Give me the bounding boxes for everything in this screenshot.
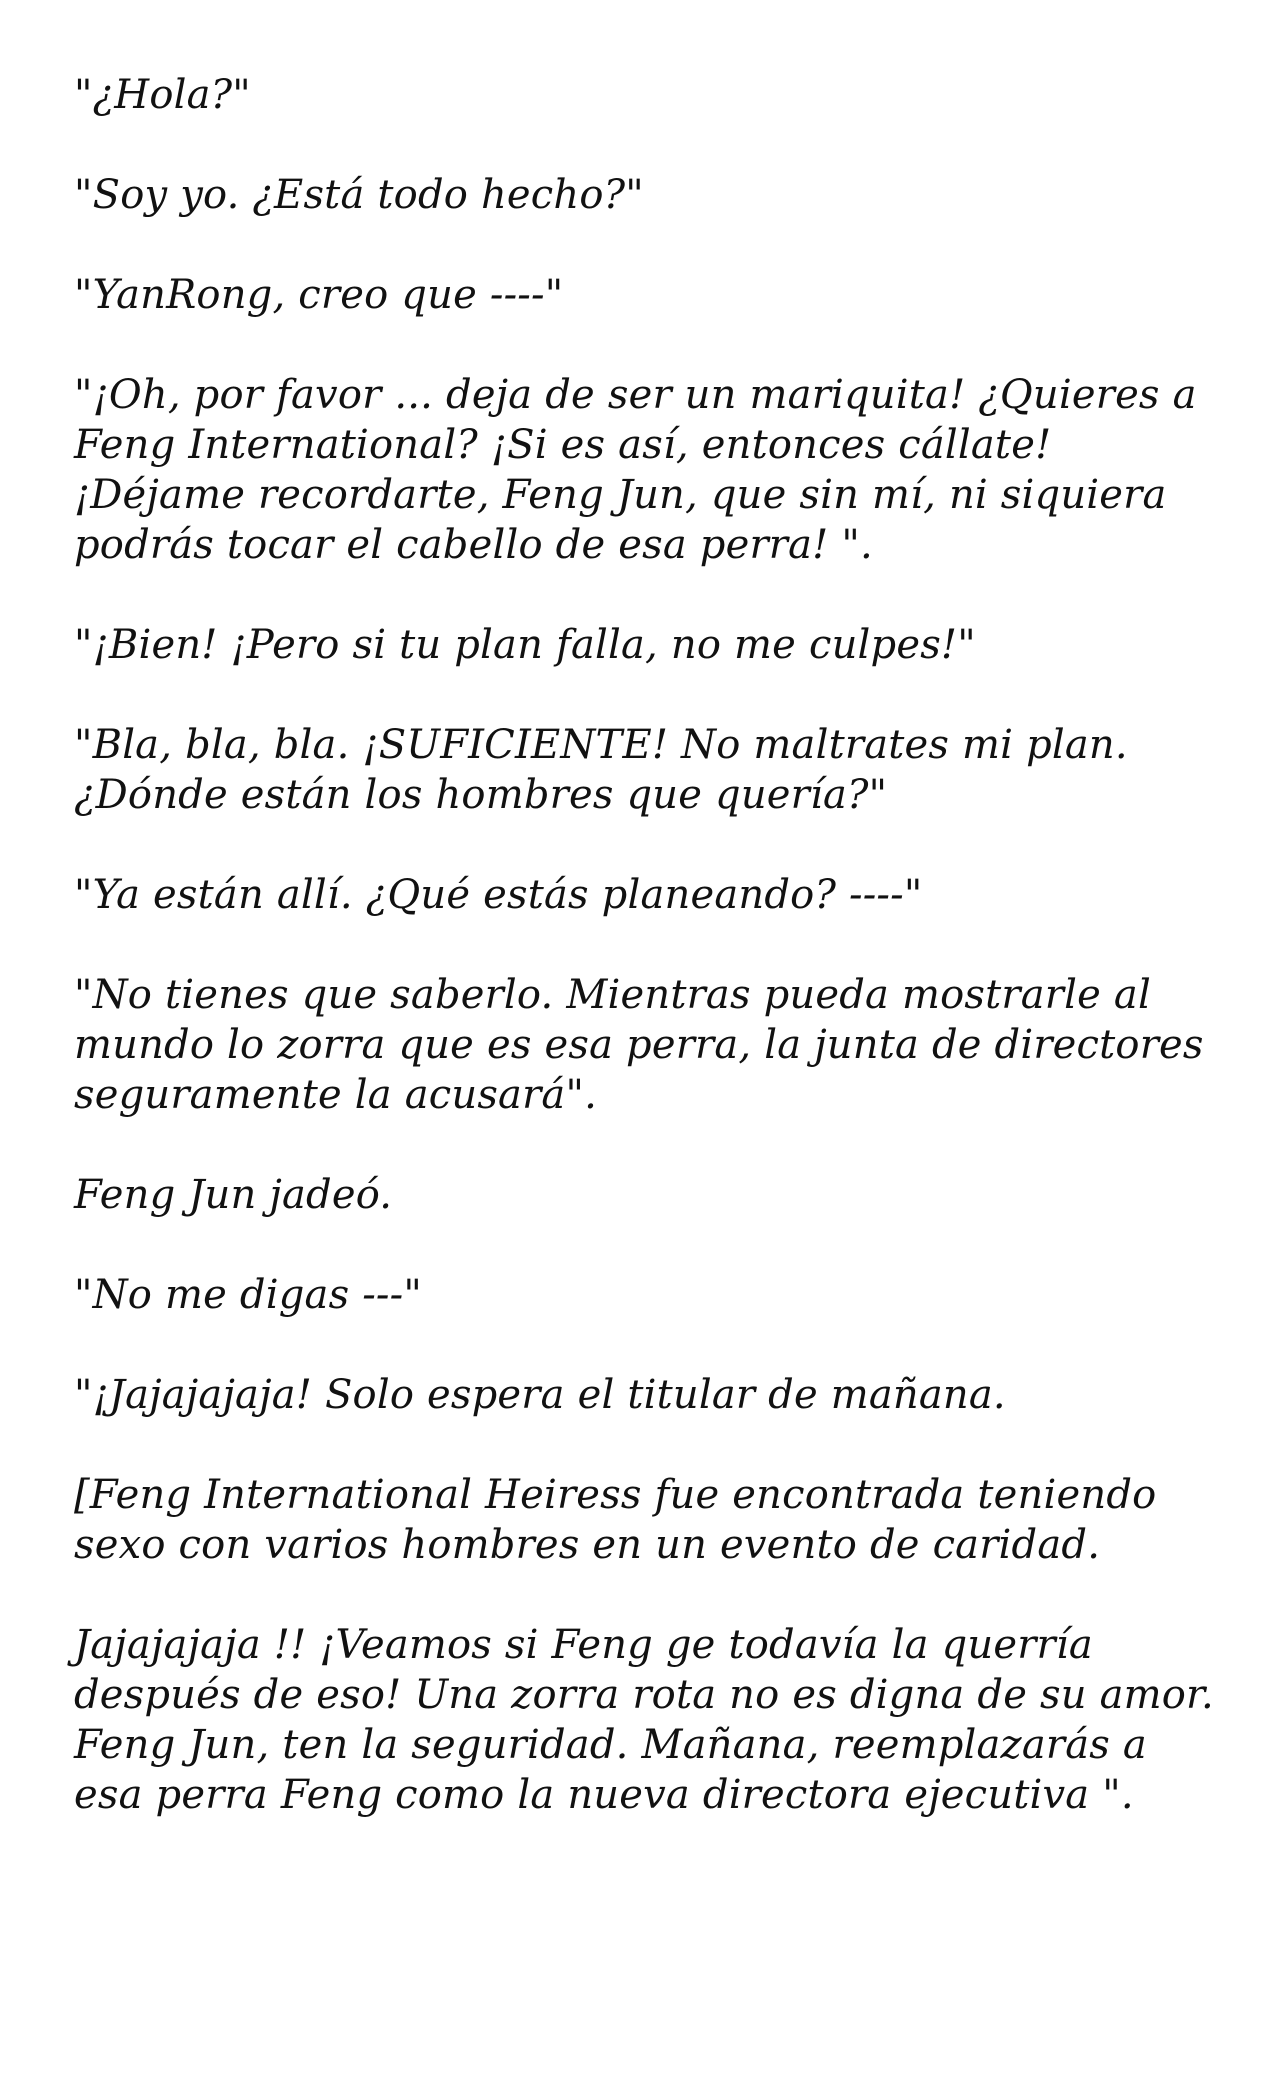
paragraph: "Soy yo. ¿Está todo hecho?" — [74, 172, 644, 218]
paragraph: "No tienes que saberlo. Mientras pueda mostrarle al mundo lo zorra que es esa perra, la junta de directores seguramente la acusará". — [74, 972, 1204, 1118]
paragraph: "Bla, bla, bla. ¡SUFICIENTE! No maltrates mi plan. ¿Dónde están los hombres que quería?" — [74, 722, 1128, 818]
document-page — [74, 70, 1224, 1870]
paragraph: "¡Jajajajaja! Solo espera el titular de mañana. — [74, 1372, 1006, 1418]
paragraph: "No me digas ---" — [74, 1272, 422, 1318]
paragraph: "¡Bien! ¡Pero si tu plan falla, no me culpes!" — [74, 622, 976, 668]
paragraph: "YanRong, creo que ----" — [74, 272, 564, 318]
paragraph: "Ya están allí. ¿Qué estás planeando? ----" — [74, 872, 923, 918]
paragraph: Jajajajaja !! ¡Veamos si Feng ge todavía la querría después de eso! Una zorra rota no es digna de su amor. Feng Jun, ten la seguridad. Mañana, reemplazarás a esa perra Feng como la nueva directora ejecutiva ". — [74, 1622, 1214, 1818]
paragraph: "¡Oh, por favor ... deja de ser un mariquita! ¿Quieres a Feng International? ¡Si es así, entonces cállate! ¡Déjame recordarte, Feng Jun, que sin mí, ni siquiera podrás tocar el cabello de esa perra! ". — [74, 372, 1197, 568]
paragraph: [Feng International Heiress fue encontrada teniendo sexo con varios hombres en un evento de caridad. — [74, 1472, 1157, 1568]
paragraph: Feng Jun jadeó. — [74, 1172, 393, 1218]
paragraph: "¿Hola?" — [74, 72, 251, 118]
